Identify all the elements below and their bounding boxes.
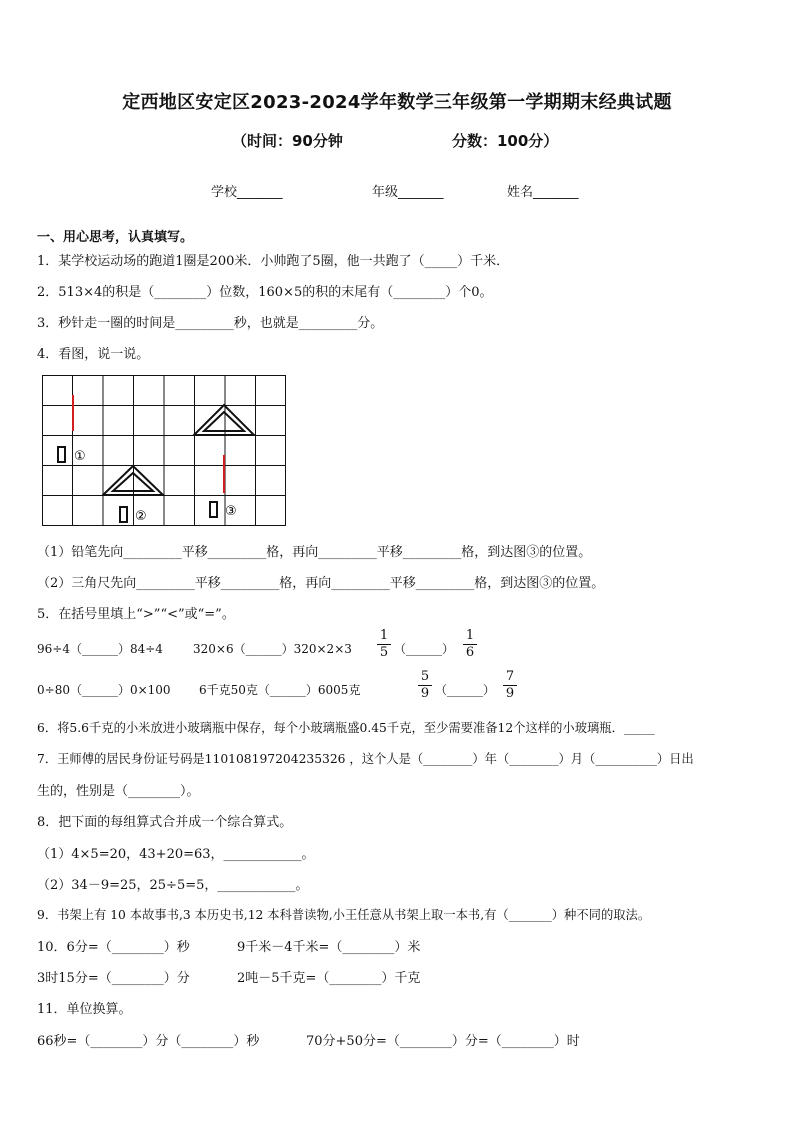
- question-10-a: 10．6分=（________）秒: [37, 940, 190, 955]
- ruler-3-icon: [210, 502, 217, 517]
- section-heading: 一、用心思考，认真填写。: [37, 230, 194, 245]
- question-7-line-1: 7．王师傅的居民身份证号码是110108197204235326 ，这个人是（________）年（________）月（__________）日出: [37, 752, 694, 766]
- question-6: 6．将5.6千克的小米放进小玻璃瓶中保存，每个小玻璃瓶盛0.45千克，至少需要准备12个这样的小玻璃瓶．_____: [37, 721, 655, 735]
- question-10-d: 2吨－5千克=（________）千克: [237, 971, 421, 986]
- label-2: ②: [135, 509, 147, 524]
- question-4: 4．看图，说一说。: [37, 347, 150, 362]
- question-4-2: （2）三角尺先向_________平移_________格，再向_________平移_________格，到达图③的位置。: [37, 576, 605, 591]
- q5-compare-3-blank[interactable]: （______）: [394, 642, 455, 656]
- q5-compare-6-blank[interactable]: （______）: [435, 683, 496, 697]
- question-4-1: （1）铅笔先向_________平移_________格，再向_________平移_________格，到达图③的位置。: [37, 545, 592, 560]
- question-8-1: （1）4×5=20，43+20=63，____________。: [37, 847, 315, 862]
- q5-compare-4: 0÷80（______）0×100: [37, 683, 171, 697]
- fraction-5-9: 5 9: [418, 669, 432, 702]
- question-8-2: （2）34－9=25，25÷5=5，____________。: [37, 878, 309, 893]
- label-1: ①: [74, 449, 86, 464]
- grade-field[interactable]: 年级_______: [372, 185, 444, 200]
- question-7-line-2: 生的，性别是（________）。: [37, 784, 200, 799]
- q5-compare-5: 6千克50克（______）6005克: [199, 683, 361, 697]
- question-1: 1．某学校运动场的跑道1圈是200米．小帅跑了5圈，他一共跑了（_____）千米．: [37, 254, 510, 269]
- exam-time: （时间：90分钟: [232, 132, 343, 150]
- question-11-a: 66秒=（________）分（________）秒: [37, 1034, 260, 1049]
- exam-score: 分数：100分）: [452, 132, 559, 150]
- ruler-1-icon: [58, 447, 65, 462]
- question-10-b: 9千米－4千米=（________）米: [237, 940, 421, 955]
- question-3: 3．秒针走一圈的时间是_________秒，也就是_________分。: [37, 316, 384, 331]
- fraction-1-5: 1 5: [377, 628, 391, 661]
- q5-compare-2: 320×6（______）320×2×3: [193, 642, 352, 656]
- question-11-b: 70分+50分=（________）分=（________）时: [306, 1034, 580, 1049]
- question-2: 2．513×4的积是（________）位数，160×5的积的末尾有（________）个0。: [37, 285, 493, 300]
- ruler-2-icon: [120, 507, 127, 522]
- fraction-1-6: 1 6: [463, 628, 477, 661]
- page-title: 定西地区安定区2023-2024学年数学三年级第一学期期末经典试题: [122, 92, 672, 113]
- translation-grid-figure: [42, 375, 288, 528]
- school-field[interactable]: 学校_______: [211, 185, 283, 200]
- label-3: ③: [225, 504, 237, 519]
- q5-compare-1: 96÷4（______）84÷4: [37, 642, 163, 656]
- question-11: 11．单位换算。: [37, 1002, 132, 1017]
- question-10-c: 3时15分=（________）分: [37, 971, 190, 986]
- question-9: 9．书架上有 10 本故事书,3 本历史书,12 本科普读物,小王任意从书架上取一本书,有（_______）种不同的取法。: [37, 908, 651, 922]
- fraction-7-9: 7 9: [503, 669, 517, 702]
- question-5: 5．在括号里填上“>”“<”或“=”。: [37, 607, 235, 622]
- name-field[interactable]: 姓名_______: [507, 185, 579, 200]
- set-square-top-icon: [194, 405, 254, 435]
- question-8: 8．把下面的每组算式合并成一个综合算式。: [37, 815, 293, 830]
